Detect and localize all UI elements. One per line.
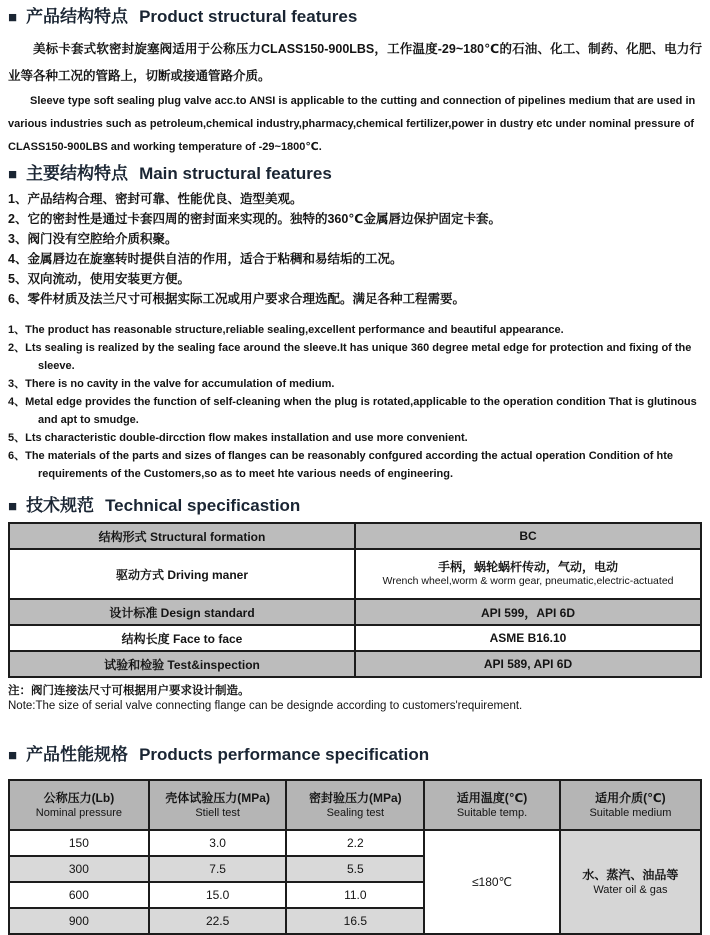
table-row <box>9 830 701 856</box>
column-header <box>424 780 560 830</box>
spec-value-cell: API 589, API 6D <box>355 651 701 677</box>
section-marker-icon: ■ <box>8 497 18 515</box>
spec-label-cell: 驱动方式 Driving maner <box>9 549 355 599</box>
column-header-en: Sealing test <box>326 806 385 819</box>
feature-list-zh <box>8 189 702 309</box>
section-marker-icon: ■ <box>8 746 18 764</box>
column-header <box>286 780 424 830</box>
technical-spec-table <box>8 522 702 678</box>
column-header-zh: 密封验压力(MPa) <box>309 790 402 805</box>
shell-test-cell: 22.5 <box>149 908 287 934</box>
column-header <box>560 780 701 830</box>
section-title-en: Main structural features <box>139 164 332 183</box>
section-title-en: Products performance specification <box>139 745 430 764</box>
pressure-cell: 600 <box>9 882 149 908</box>
spec-value-cell: API 599，API 6D <box>355 599 701 625</box>
feature-item-zh: 3、阀门没有空腔给介质积聚。 <box>8 232 178 246</box>
table-row <box>9 523 701 549</box>
feature-item-en: 3、There is no cavity in the valve for accumulation of medium. <box>8 378 335 390</box>
column-header-en: Nominal pressure <box>35 806 122 819</box>
column-header-zh: 公称压力(Lb) <box>43 790 115 805</box>
note-en: Note:The size of serial valve connecting flange can be designde according to customers'requirement. <box>8 700 523 712</box>
column-header-en: Stiell test <box>195 806 240 819</box>
section-title-technical-spec <box>8 495 702 517</box>
section-title-zh: 技术规范 <box>26 496 95 515</box>
spec-label-cell: 设计标准 Design standard <box>9 599 355 625</box>
feature-item-en: 6、The materials of the parts and sizes of flanges can be reasonably confgured according the actual operation Condition of hte requirements of the Customers,so as to meet hte various needs of engineering. <box>8 450 674 480</box>
column-header-zh: 适用介质(℃) <box>595 790 666 805</box>
feature-item-en: 2、Lts sealing is realized by the sealing face around the sleeve.It has unique 360 degree metal edge for protection and fixing of the sleeve. <box>8 342 692 372</box>
suitable-medium-cell <box>560 830 701 934</box>
sealing-test-cell: 5.5 <box>286 856 424 882</box>
table-row <box>9 599 701 625</box>
section-title-performance <box>8 744 702 766</box>
table-header-row <box>9 780 701 830</box>
pressure-cell: 300 <box>9 856 149 882</box>
spec-value-cell <box>355 549 701 599</box>
sealing-test-cell: 16.5 <box>286 908 424 934</box>
medium-zh: 水、蒸汽、油品等 <box>582 867 679 882</box>
suitable-temp-cell: ≤180℃ <box>424 830 560 934</box>
feature-item-zh: 5、双向流动，使用安装更方便。 <box>8 272 190 286</box>
spec-value-cell: ASME B16.10 <box>355 625 701 651</box>
section-title-product-features <box>8 6 702 28</box>
pressure-cell: 150 <box>9 830 149 856</box>
column-header-zh: 壳体试验压力(MPa) <box>165 790 270 805</box>
spec-value-en: Wrench wheel,worm & worm gear, pneumatic,electric-actuated <box>382 575 674 587</box>
spec-value-zh: 手柄，蜗轮蜗杆传动，气动，电动 <box>437 560 618 574</box>
column-header-en: Suitable temp. <box>456 806 528 819</box>
spec-value-cell: BC <box>355 523 701 549</box>
table-row <box>9 625 701 651</box>
section-title-main-features <box>8 163 702 185</box>
feature-item-en: 5、Lts characteristic double-dircction flow makes installation and use more convenient. <box>8 432 468 444</box>
table-row <box>9 549 701 599</box>
feature-item-en: 1、The product has reasonable structure,reliable sealing,excellent performance and beautiful appearance. <box>8 324 564 336</box>
section-title-zh: 主要结构特点 <box>26 164 129 183</box>
spec-label-cell: 试验和检验 Test&inspection <box>9 651 355 677</box>
spec-label-cell: 结构长度 Face to face <box>9 625 355 651</box>
feature-item-zh: 4、金属唇边在旋塞转时提供自洁的作用，适合于粘稠和易结垢的工况。 <box>8 252 403 266</box>
column-header-en: Suitable medium <box>589 806 672 819</box>
performance-table <box>8 779 702 935</box>
column-header-zh: 适用温度(℃) <box>456 790 528 805</box>
spec-label-cell: 结构形式 Structural formation <box>9 523 355 549</box>
section-marker-icon: ■ <box>8 165 18 183</box>
note-zh: 注：阀门连接法尺寸可根据用户要求设计制造。 <box>8 685 250 697</box>
shell-test-cell: 7.5 <box>149 856 287 882</box>
column-header <box>149 780 287 830</box>
feature-item-zh: 1、产品结构合理、密封可靠、性能优良、造型美观。 <box>8 192 303 206</box>
intro-paragraph-zh: 美标卡套式软密封旋塞阀适用于公称压力CLASS150-900LBS，工作温度-29~180℃的石油、化工、制药、化肥、电力行业等各种工况的管路上，切断或接通管路介质。 <box>8 42 702 83</box>
shell-test-cell: 15.0 <box>149 882 287 908</box>
section-title-zh: 产品结构特点 <box>26 7 129 26</box>
table-row <box>9 651 701 677</box>
pressure-cell: 900 <box>9 908 149 934</box>
shell-test-cell: 3.0 <box>149 830 287 856</box>
section-title-zh: 产品性能规格 <box>26 745 129 764</box>
note-block <box>8 684 702 714</box>
feature-item-zh: 6、零件材质及法兰尺寸可根据实际工况或用户要求合理选配。满足各种工程需要。 <box>8 292 465 306</box>
feature-item-en: 4、Metal edge provides the function of self-cleaning when the plug is rotated,applicable to the operation condition That is glutinous and apt to smudge. <box>8 396 697 426</box>
section-title-en: Product structural features <box>139 7 358 26</box>
column-header <box>9 780 149 830</box>
section-marker-icon: ■ <box>8 8 18 26</box>
section-title-en: Technical specificastion <box>105 496 301 515</box>
feature-list-en <box>8 321 702 483</box>
medium-en: Water oil & gas <box>593 883 668 896</box>
sealing-test-cell: 11.0 <box>286 882 424 908</box>
feature-item-zh: 2、它的密封性是通过卡套四周的密封面来实现的。独特的360℃金属唇边保护固定卡套。 <box>8 212 501 226</box>
sealing-test-cell: 2.2 <box>286 830 424 856</box>
intro-paragraph-en: Sleeve type soft sealing plug valve acc.to ANSI is applicable to the cutting and connection of pipelines medium that are used in various industries such as petroleum,chemical industry,pharmacy,chemical fertilizer,power in dustry etc under nominal pressure of CLASS150-900LBS and working temperature of -29~1800℃. <box>8 95 696 153</box>
